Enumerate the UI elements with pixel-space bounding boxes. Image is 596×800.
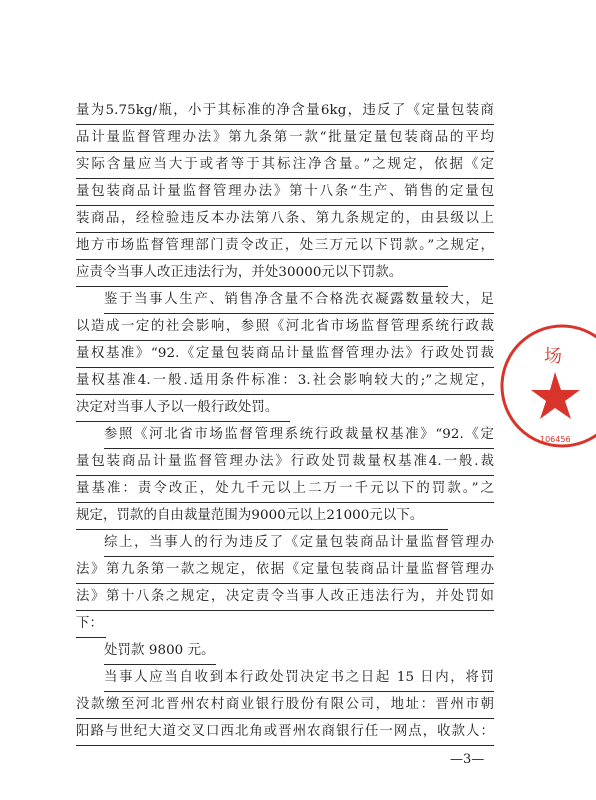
text-line: 处罚款 9800 元。 xyxy=(104,637,216,665)
seal-ring xyxy=(502,326,596,446)
text-line: 装商品，经检验违反本办法第八条、第九条规定的，由县级以上 xyxy=(76,205,494,233)
seal-code: 106456 xyxy=(540,435,571,444)
text-line: 当事人应当自收到本行政处罚决定书之日起 15 日内，将罚 xyxy=(104,664,494,692)
text-line: 实际含量应当大于或者等于其标注净含量。”之规定，依据《定 xyxy=(76,151,494,179)
page-number: —3— xyxy=(450,752,485,767)
text-line: 法》第九条第一款之规定，依据《定量包装商品计量监督管理办 xyxy=(76,556,494,584)
text-line: 地方市场监督管理部门责令改正，处三万元以下罚款。”之规定， xyxy=(76,232,494,260)
seal-text: 场 xyxy=(544,346,562,367)
text-line: 没款缴至河北晋州农村商业银行股份有限公司，地址：晋州市朝 xyxy=(76,691,494,719)
official-seal xyxy=(500,320,596,452)
star-icon xyxy=(531,372,580,419)
text-line: 量包装商品计量监督管理办法》第十八条“生产、销售的定量包 xyxy=(76,178,494,206)
text-line: 阳路与世纪大道交叉口西北角或晋州农商银行任一网点，收款人： xyxy=(76,718,494,746)
text-line: 规定，罚款的自由裁量范围为9000元以上21000元以下。 xyxy=(76,502,448,530)
text-line: 下： xyxy=(76,610,106,638)
text-line: 参照《河北省市场监督管理系统行政裁量权基准》“92.《定 xyxy=(104,421,494,449)
text-line: 量基准：责令改正，处九千元以上二万一千元以下的罚款。”之 xyxy=(76,475,494,503)
text-line: 法》第十八条之规定，决定责令当事人改正违法行为，并处罚如 xyxy=(76,583,494,611)
text-line: 以造成一定的社会影响，参照《河北省市场监督管理系统行政裁 xyxy=(76,313,494,341)
text-line: 鉴于当事人生产、销售净含量不合格洗衣凝露数量较大，足 xyxy=(104,286,494,314)
text-line: 决定对当事人予以一般行政处罚。 xyxy=(76,394,290,422)
text-line: 量权基准4.一般.适用条件标准：3.社会影响较大的;”之规定， xyxy=(76,367,494,395)
text-line: 应责令当事人改正违法行为，并处30000元以下罚款。 xyxy=(76,259,448,287)
text-line: 品计量监督管理办法》第九条第一款“批量定量包装商品的平均 xyxy=(76,124,494,152)
text-line: 量权基准》“92.《定量包装商品计量监督管理办法》行政处罚裁 xyxy=(76,340,494,368)
text-line: 量包装商品计量监督管理办法》行政处罚裁量权基准4.一般.裁 xyxy=(76,448,494,476)
text-line: 综上，当事人的行为违反了《定量包装商品计量监督管理办 xyxy=(104,529,494,557)
text-line: 量为5.75kg/瓶，小于其标准的净含量6kg，违反了《定量包装商 xyxy=(76,97,494,125)
